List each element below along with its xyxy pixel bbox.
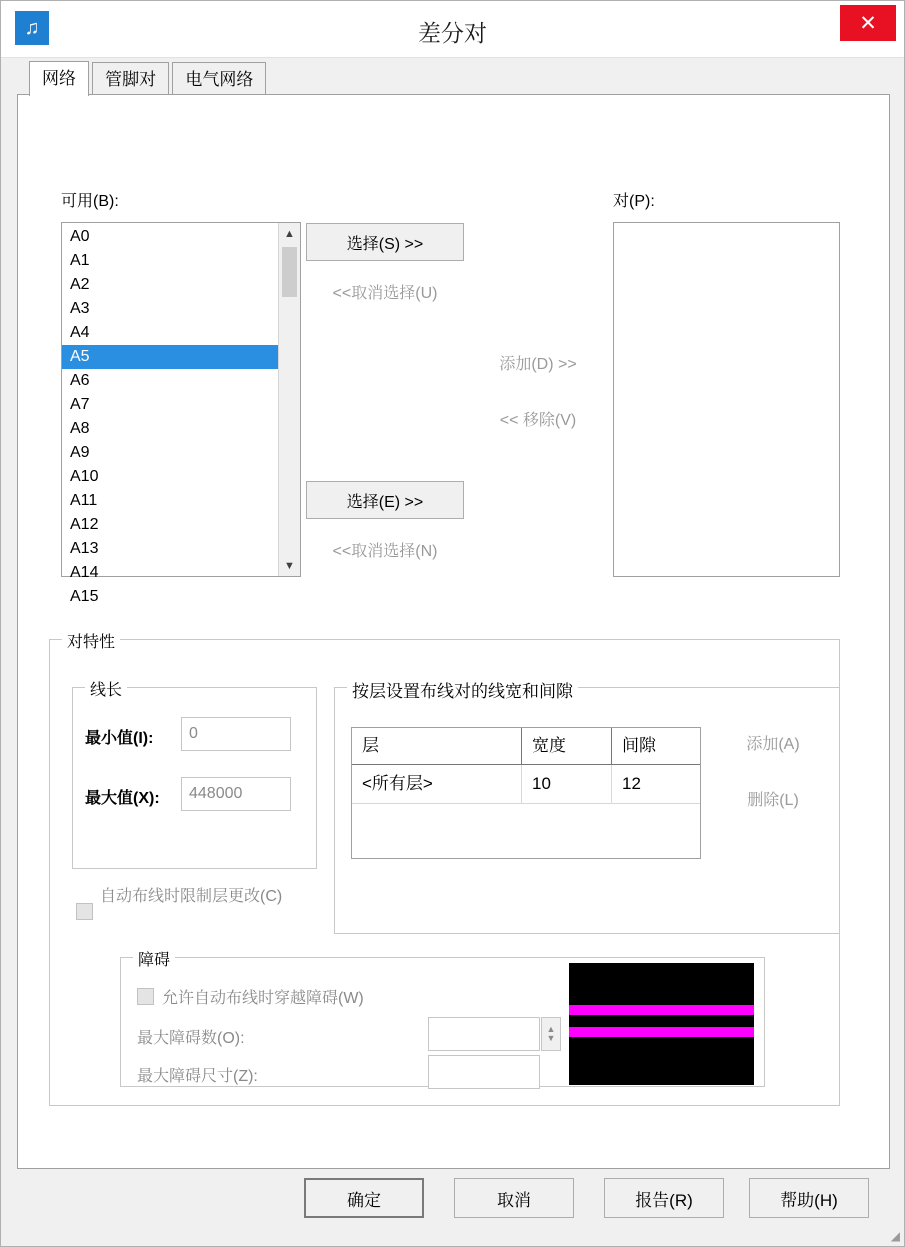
list-item[interactable]: A4 [70,324,90,341]
list-item[interactable]: A6 [70,372,90,389]
line-length-title: 线长 [85,677,127,700]
scrollbar-thumb[interactable] [282,247,297,297]
tab-panel-networks [17,94,890,1169]
add-d-button[interactable]: 添加(D) >> [499,355,577,373]
max-obstacle-size-label: 最大障碍尺寸(Z): [137,1068,258,1085]
preview-trace-top [569,1005,754,1015]
close-icon[interactable]: ✕ [840,5,896,41]
available-label: 可用(B): [61,193,119,210]
max-obstacle-count-input[interactable] [428,1017,540,1051]
tab-networks[interactable]: 网络 [29,61,89,96]
max-length-input[interactable]: 448000 [181,777,291,811]
resize-grip[interactable]: ◢ [890,1229,900,1243]
select-e-button[interactable]: 选择(E) >> [306,481,464,519]
delete-layer-rule-button[interactable]: 删除(L) [747,791,799,809]
window-title: 差分对 [418,20,487,46]
list-item[interactable]: A13 [70,540,99,557]
allow-cross-obstacles-label: 允许自动布线时穿越障碍(W) [162,990,364,1007]
list-item[interactable]: A10 [70,468,99,485]
deselect-n-button[interactable]: <<取消选择(N) [332,542,438,560]
list-item[interactable]: A12 [70,516,99,533]
min-length-label: 最小值(I): [85,730,154,747]
pairs-label: 对(P): [613,193,655,210]
list-item[interactable]: A0 [70,228,90,245]
max-obstacle-count-stepper[interactable] [541,1017,561,1051]
music-note-icon: ♫ [15,11,49,45]
column-header-gap: 间隙 [622,736,656,755]
title-bar [1,1,904,58]
differential-pair-preview [569,963,754,1085]
cell-width: 10 [522,765,612,803]
preview-trace-bottom [569,1027,754,1037]
list-item[interactable]: A14 [70,564,99,581]
spinner-down-icon[interactable]: ▼ [546,1033,556,1043]
list-item[interactable]: A3 [70,300,90,317]
list-item[interactable]: A8 [70,420,90,437]
layer-rules-table[interactable] [351,727,701,859]
pairs-list-items [614,223,839,576]
list-item[interactable]: A9 [70,444,90,461]
chevron-down-icon[interactable]: ▼ [284,559,295,572]
help-button[interactable]: 帮助(H) [749,1178,869,1218]
available-list-items [62,223,278,605]
max-obstacle-count-label: 最大障碍数(O): [137,1030,245,1047]
cancel-button[interactable]: 取消 [454,1178,574,1218]
max-obstacle-size-input[interactable] [428,1055,540,1089]
list-item[interactable]: A11 [70,492,98,509]
column-header-width: 宽度 [522,728,612,764]
dialog-content [17,61,890,1231]
column-header-layer: 层 [352,728,522,764]
cell-gap: 12 [622,774,641,793]
report-button[interactable]: 报告(R) [604,1178,724,1218]
layer-rules-title: 按层设置布线对的线宽和间隙 [347,677,578,702]
available-listbox[interactable] [61,222,301,605]
list-item[interactable]: A2 [70,276,90,293]
allow-cross-obstacles-checkbox[interactable] [137,988,154,1005]
tab-strip [17,61,890,95]
list-item[interactable]: A15 [70,588,99,605]
available-scrollbar[interactable] [278,223,300,576]
list-item[interactable]: A1 [70,252,90,269]
tab-pin-pairs[interactable]: 管脚对 [92,62,169,95]
chevron-up-icon[interactable]: ▲ [284,227,295,240]
list-item[interactable]: A7 [70,396,90,413]
spinner-up-icon[interactable]: ▲ [546,1024,556,1034]
pairs-listbox[interactable] [613,222,840,577]
select-s-button[interactable]: 选择(S) >> [306,223,464,261]
ok-button[interactable]: 确定 [304,1178,424,1218]
limit-layer-change-checkbox[interactable] [76,903,93,920]
obstacles-title: 障碍 [133,947,175,970]
tab-electrical-nets[interactable]: 电气网络 [172,62,266,95]
pair-properties-title: 对特性 [62,629,120,652]
table-header-row [352,728,700,765]
min-length-input[interactable]: 0 [181,717,291,751]
max-length-label: 最大值(X): [85,790,160,807]
list-item-selected[interactable]: A5 [62,345,278,369]
cell-layer: <所有层> [352,765,522,803]
deselect-u-button[interactable]: <<取消选择(U) [332,284,438,302]
remove-v-button[interactable]: << 移除(V) [499,411,577,429]
limit-layer-change-label: 自动布线时限制层更改(C) [100,888,283,905]
table-row[interactable] [352,765,700,804]
add-layer-rule-button[interactable]: 添加(A) [746,735,800,753]
